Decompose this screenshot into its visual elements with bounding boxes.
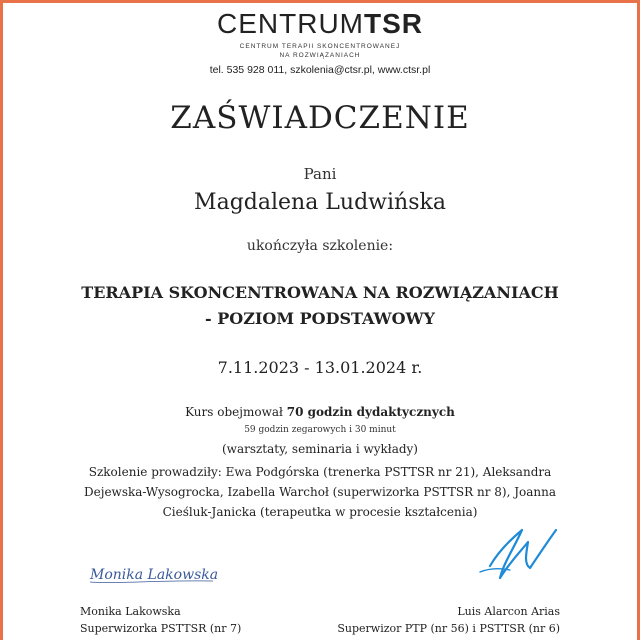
logo-prefix: CENTRUM <box>217 8 364 39</box>
course-hours <box>0 405 640 419</box>
clock-hours: 59 godzin zegarowych i 30 minut <box>244 425 396 435</box>
course-dates: 7.11.2023 - 13.01.2024 r. <box>217 358 423 377</box>
logo-subtitle-line2: NA ROZWIĄZANIACH <box>279 52 361 59</box>
hours-bold: 70 godzin dydaktycznych <box>286 405 455 419</box>
logo <box>0 8 640 40</box>
hours-prefix: Kurs obejmował <box>185 405 287 419</box>
logo-subtitle-line1: CENTRUM TERAPII SKONCENTROWANEJ <box>239 43 401 50</box>
recipient-name: Magdalena Ludwińska <box>194 190 446 215</box>
right-signer <box>337 603 560 637</box>
right-signature-image <box>470 522 560 584</box>
right-signer-name: Luis Alarcon Arias <box>457 605 560 618</box>
certificate-title: ZAŚWIADCZENIE <box>170 100 470 136</box>
course-title <box>0 280 640 332</box>
course-title-line2: - POZIOM PODSTAWOWY <box>205 309 435 328</box>
activities: (warsztaty, seminaria i wykłady) <box>221 442 418 456</box>
left-signature-image <box>88 560 218 586</box>
left-signer <box>80 603 241 637</box>
left-signature-text: Monika Lakowska <box>90 567 218 583</box>
contact-info: tel. 535 928 011, szkolenia@ctsr.pl, www.ctsr.pl <box>209 64 431 76</box>
course-title-line1: TERAPIA SKONCENTROWANA NA ROZWIĄZANIACH <box>81 283 559 302</box>
trainers-text: Szkolenie prowadziły: Ewa Podgórska (trenerka PSTTSR nr 21), Aleksandra Dejewska-Wysogrocka, Izabella Warchoł (superwizorka PSTTSR nr 8), Joanna Cieśluk-Janicka (terapeutka w procesie kształcenia) <box>84 465 556 519</box>
left-signer-role: Superwizorka PSTTSR (nr 7) <box>80 622 242 635</box>
logo-subtitle <box>0 42 640 60</box>
logo-suffix: TSR <box>364 8 423 39</box>
left-signer-name: Monika Lakowska <box>80 605 181 618</box>
salutation: Pani <box>303 165 337 183</box>
completed-text: ukończyła szkolenie: <box>246 238 394 254</box>
right-signer-role: Superwizor PTP (nr 56) i PSTTSR (nr 6) <box>337 622 560 635</box>
